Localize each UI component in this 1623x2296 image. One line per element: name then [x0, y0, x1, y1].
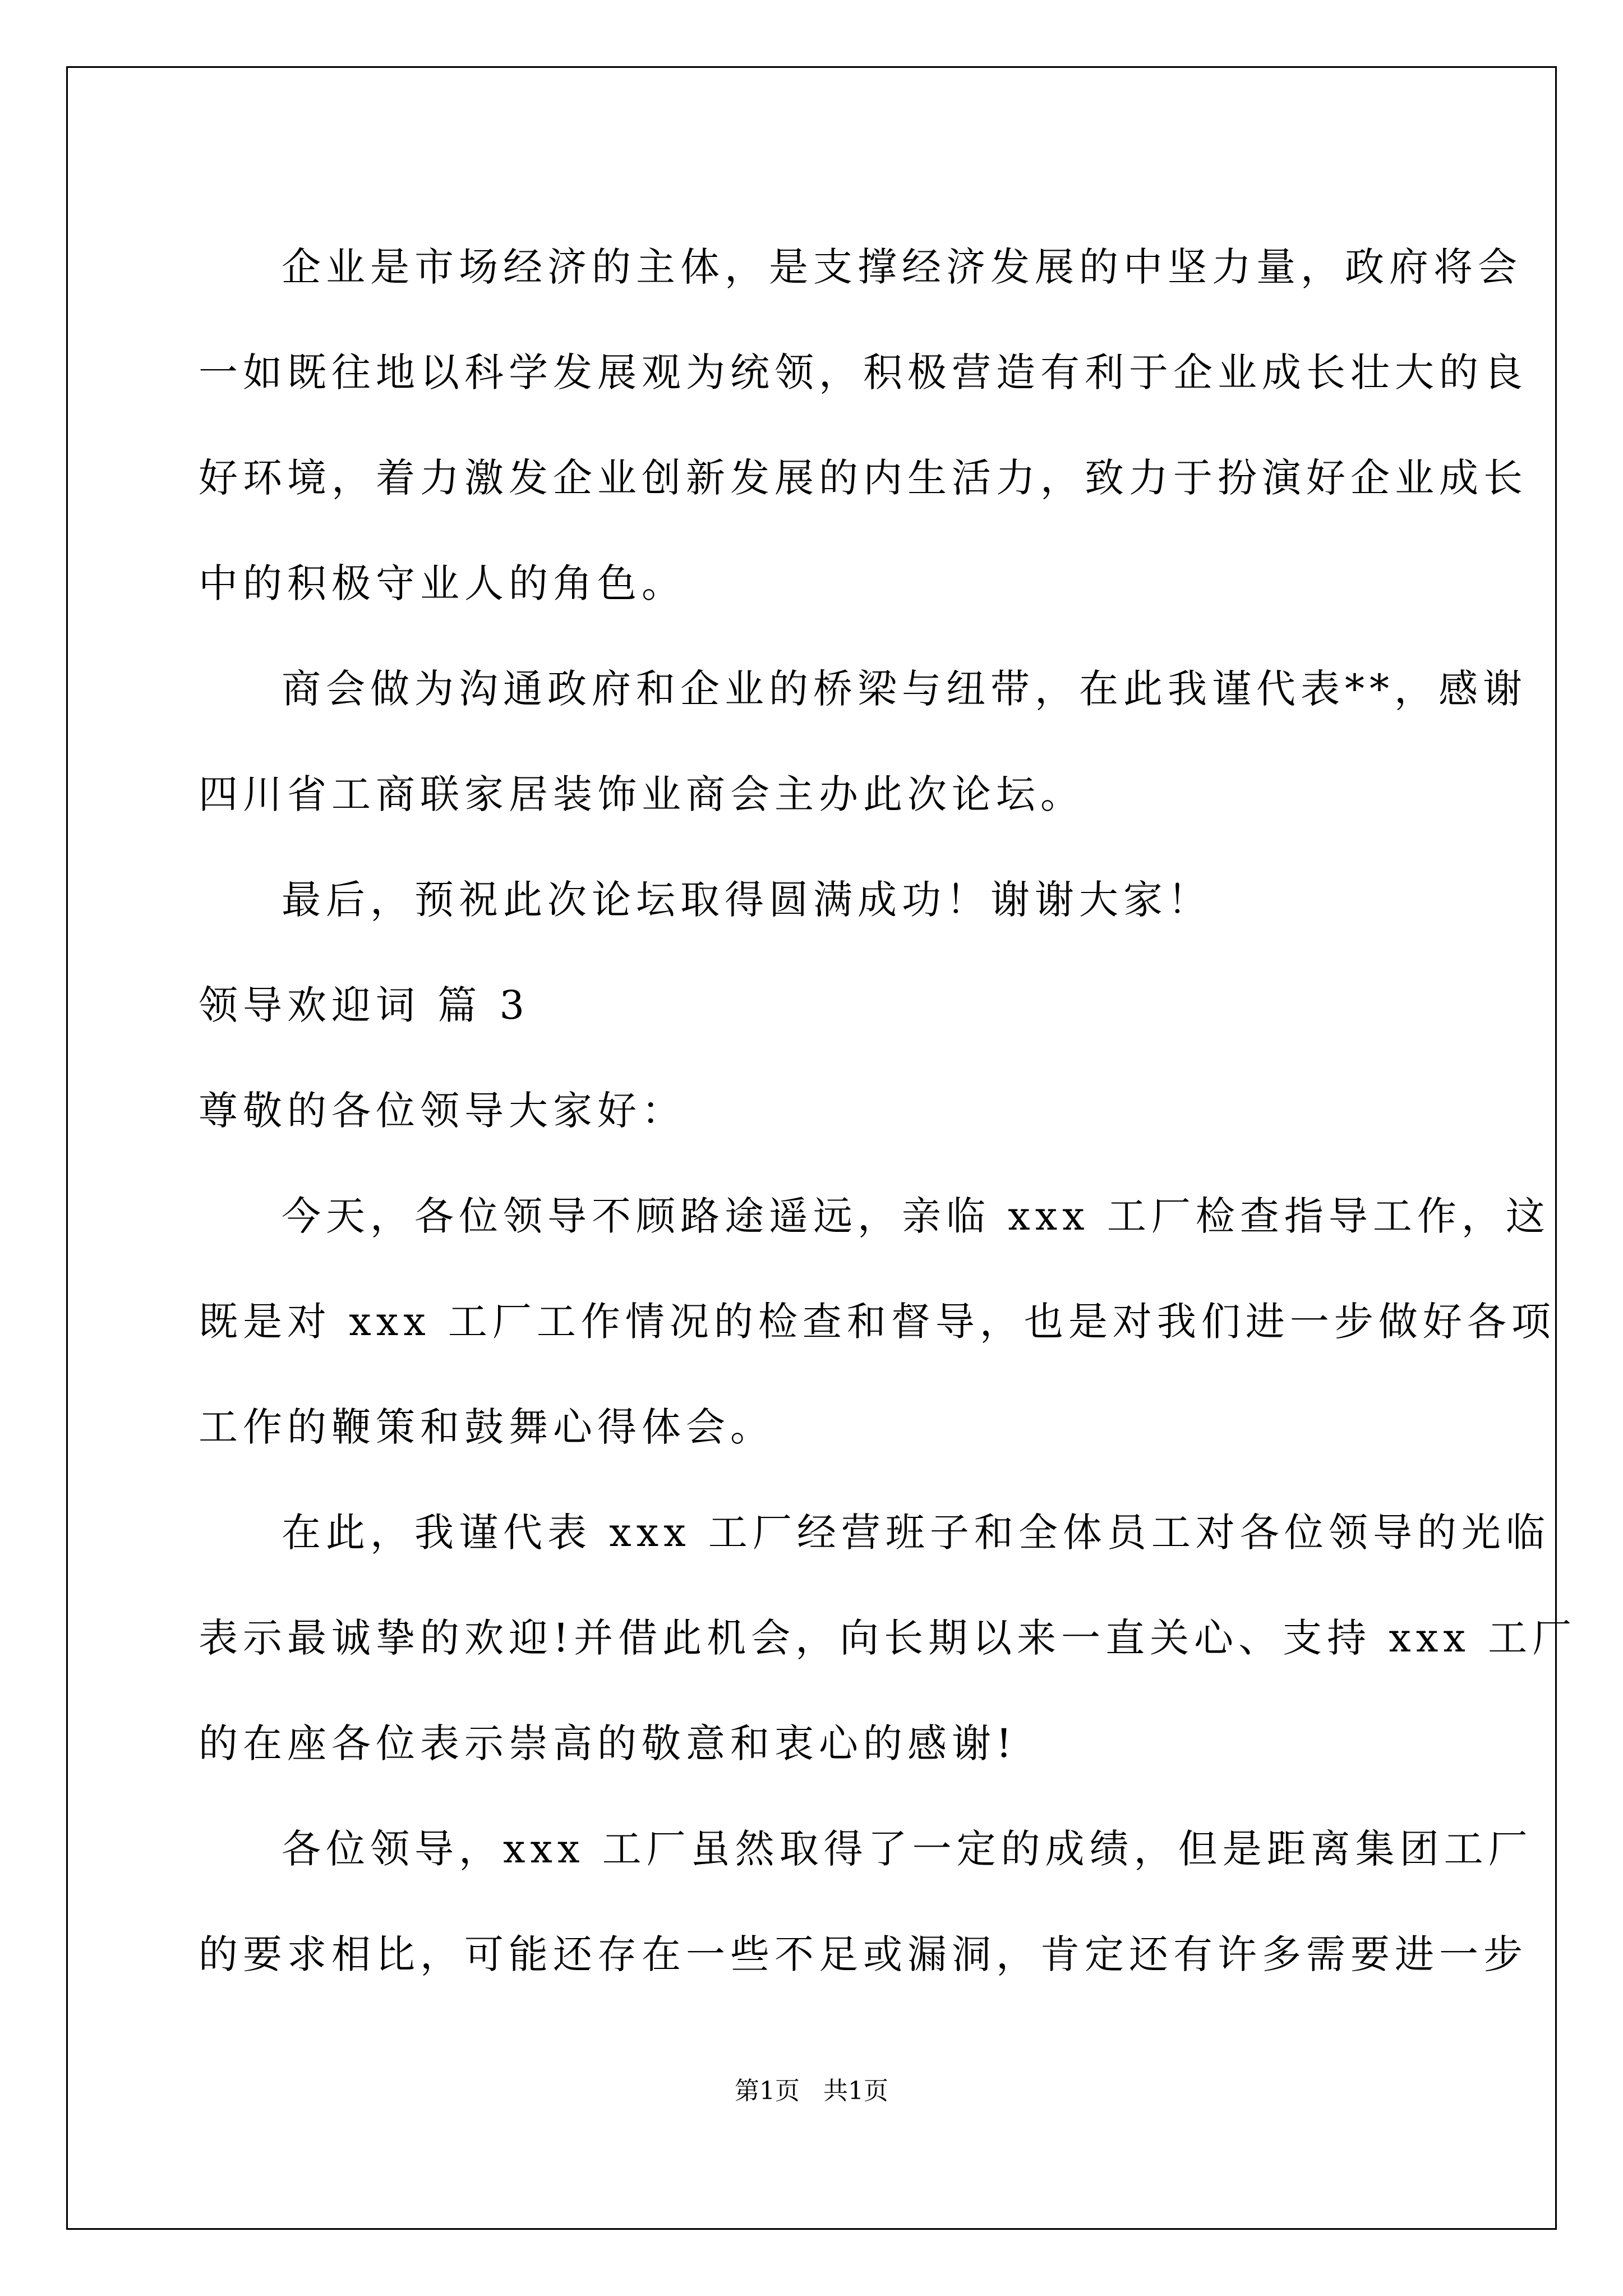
text-line: 在此，我谨代表 xxx 工厂经营班子和全体员工对各位领导的光临	[282, 1510, 1550, 1556]
text-line: 好环境，着力激发企业创新发展的内生活力，致力于扮演好企业成长	[199, 455, 1528, 501]
text-line: 的在座各位表示崇高的敬意和衷心的感谢!	[199, 1720, 1017, 1766]
text-line: 的要求相比，可能还存在一些不足或漏洞，肯定还有许多需要进一步	[199, 1931, 1528, 1977]
page-number-footer: 第1页 共1页	[735, 2077, 888, 2105]
section-heading: 领导欢迎词 篇 3	[199, 982, 530, 1028]
text-line: 中的积极守业人的角色。	[199, 560, 686, 606]
text-line: 一如既往地以科学发展观为统领，积极营造有利于企业成长壮大的良	[199, 349, 1528, 395]
salutation: 尊敬的各位领导大家好：	[199, 1088, 686, 1134]
text-line: 商会做为沟通政府和企业的桥梁与纽带，在此我谨代表**，感谢	[282, 666, 1527, 712]
text-line: 最后，预祝此次论坛取得圆满成功！谢谢大家！	[282, 877, 1212, 923]
text-line: 四川省工商联家居装饰业商会主办此次论坛。	[199, 771, 1085, 817]
document-body	[199, 214, 1577, 2007]
text-line: 企业是市场经济的主体，是支撑经济发展的中坚力量，政府将会	[282, 244, 1522, 290]
text-line: 今天，各位领导不顾路途遥远，亲临 xxx 工厂检查指导工作，这	[282, 1193, 1550, 1239]
text-line: 工作的鞭策和鼓舞心得体会。	[199, 1404, 774, 1450]
text-line: 各位领导，xxx 工厂虽然取得了一定的成绩，但是距离集团工厂	[282, 1826, 1533, 1872]
text-line: 既是对 xxx 工厂工作情况的检查和督导，也是对我们进一步做好各项	[199, 1299, 1556, 1345]
text-line: 表示最诚挚的欢迎!并借此机会，向长期以来一直关心、支持 xxx 工厂	[199, 1615, 1577, 1661]
